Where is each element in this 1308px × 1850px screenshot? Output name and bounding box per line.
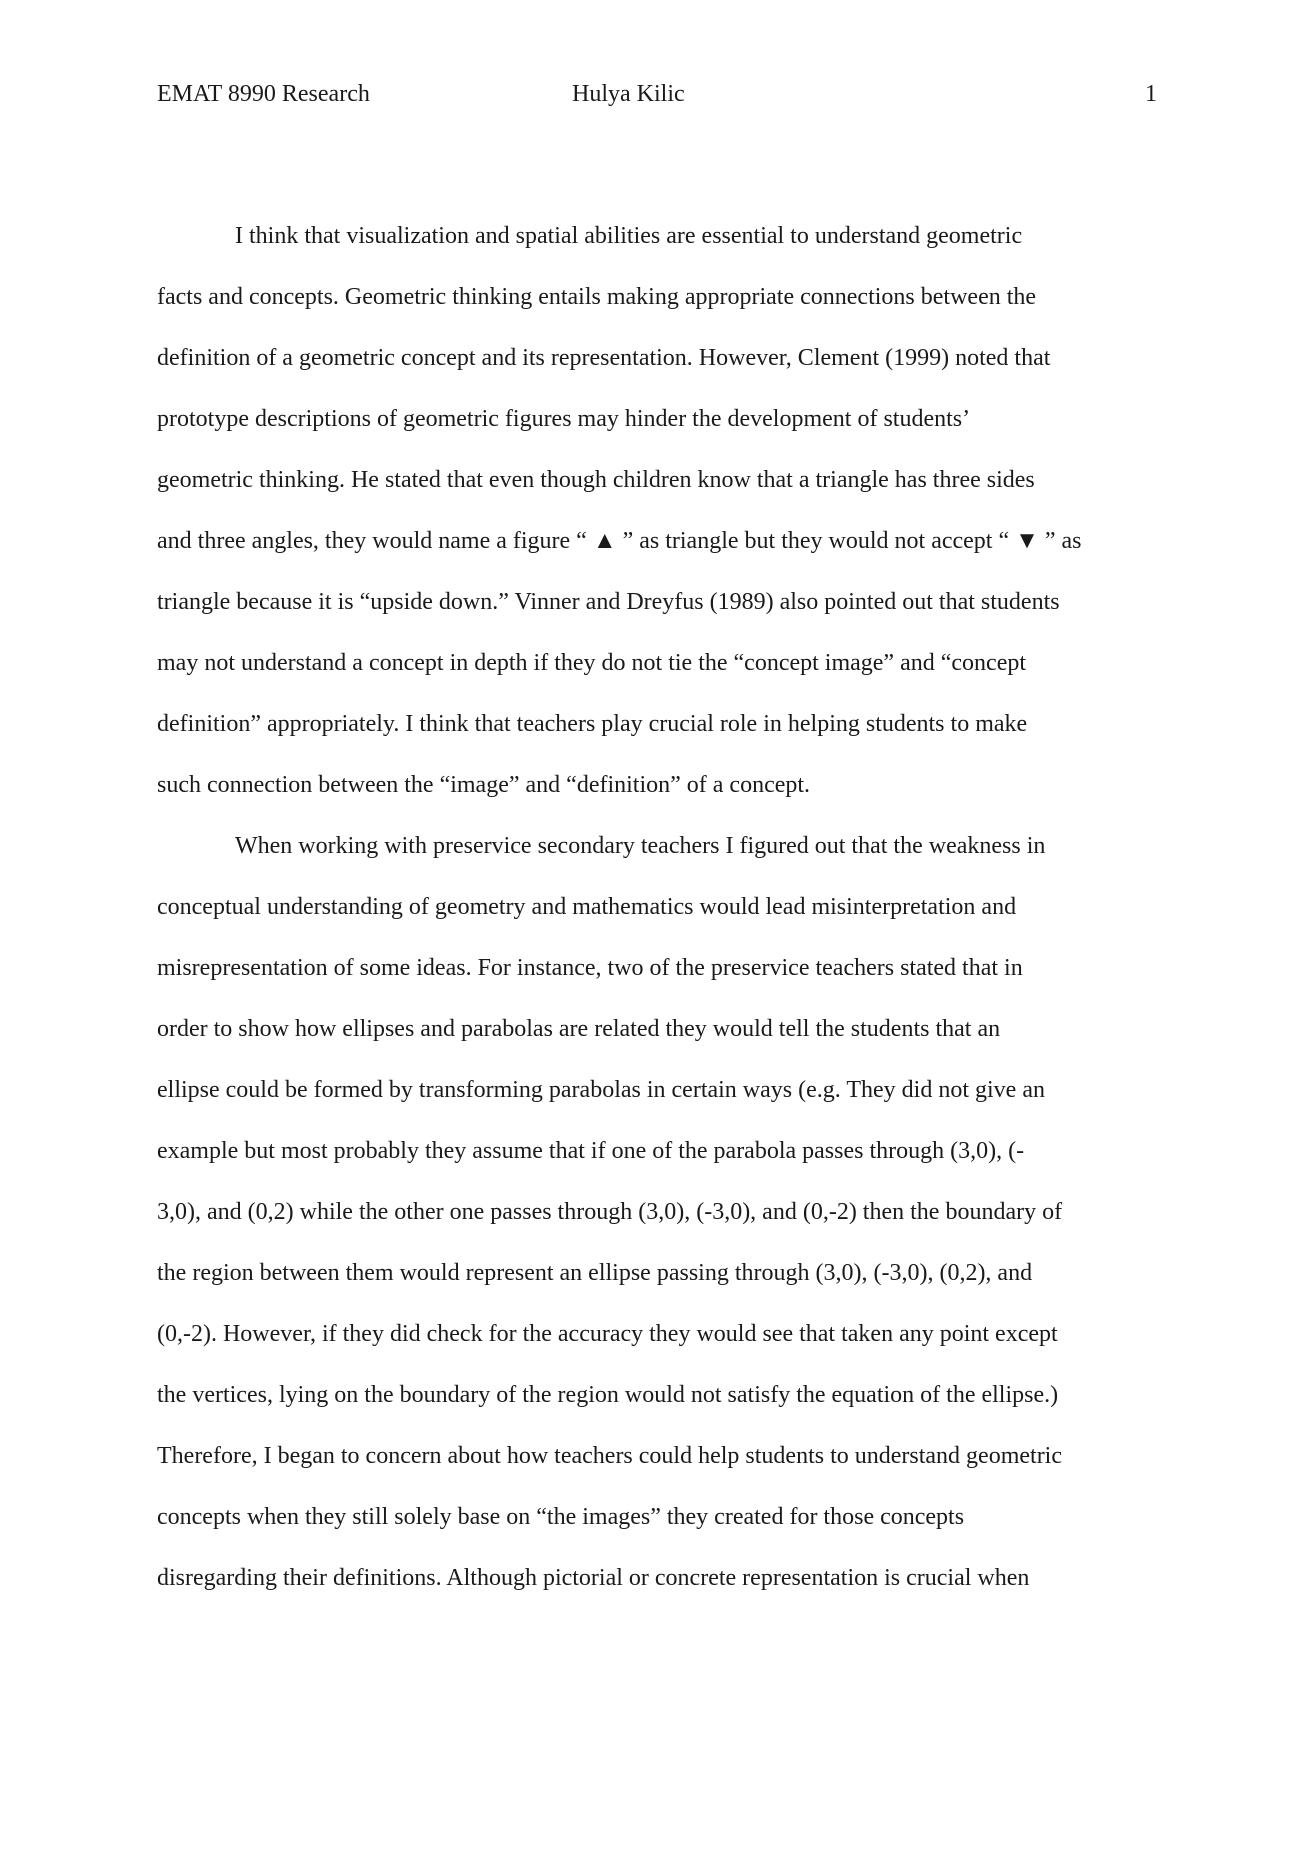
paragraph-2-line: the region between them would represent an ellipse passing through (3,0), (-3,0), (0,2), and [157,1260,1033,1286]
paragraph-2-line: When working with preservice secondary teachers I figured out that the weakness in [235,833,1046,859]
header-author: Hulya Kilic [572,81,685,107]
paragraph-1-line: may not understand a concept in depth if they do not tie the “concept image” and “concept [157,650,1027,676]
paragraph-1-line: geometric thinking. He stated that even though children know that a triangle has three sides [157,467,1035,493]
paragraph-1-line: definition” appropriately. I think that teachers play crucial role in helping students to make [157,711,1028,737]
paragraph-1-line: I think that visualization and spatial abilities are essential to understand geometric [235,223,1023,249]
paragraph-2-line: ellipse could be formed by transforming parabolas in certain ways (e.g. They did not give an [157,1077,1045,1103]
paragraph-1-line: prototype descriptions of geometric figures may hinder the development of students’ [157,406,971,432]
paragraph-2-line: Therefore, I began to concern about how teachers could help students to understand geometric [157,1443,1063,1469]
paragraph-2-line: concepts when they still solely base on “the images” they created for those concepts [157,1504,965,1530]
running-header [157,78,1157,110]
paragraph-2-line: 3,0), and (0,2) while the other one passes through (3,0), (-3,0), and (0,-2) then the boundary of [157,1199,1063,1225]
paragraph-2-line: disregarding their definitions. Although pictorial or concrete representation is crucial when [157,1565,1030,1591]
paragraph-2-line: conceptual understanding of geometry and mathematics would lead misinterpretation and [157,894,1017,920]
paragraph-1-line: such connection between the “image” and “definition” of a concept. [157,772,811,798]
paragraph-2-line: the vertices, lying on the boundary of the region would not satisfy the equation of the ellipse.) [157,1382,1059,1408]
paragraph-1-line: facts and concepts. Geometric thinking entails making appropriate connections between the [157,284,1037,310]
document-body [157,216,1167,1619]
paragraph-2-line: misrepresentation of some ideas. For instance, two of the preservice teachers stated that in [157,955,1023,981]
header-course: EMAT 8990 Research [157,81,370,107]
page-number: 1 [1145,81,1157,107]
paragraph-1-line: triangle because it is “upside down.” Vinner and Dreyfus (1989) also pointed out that students [157,589,1060,615]
paragraph-1-line: definition of a geometric concept and its representation. However, Clement (1999) noted that [157,345,1051,371]
paragraph-2-line: order to show how ellipses and parabolas are related they would tell the students that an [157,1016,1001,1042]
paragraph-2-line: (0,-2). However, if they did check for the accuracy they would see that taken any point except [157,1321,1058,1347]
paragraph-1-line: and three angles, they would name a figure “ ▲ ” as triangle but they would not accept “ ▼ ” as [157,528,1082,554]
paragraph-2-line: example but most probably they assume that if one of the parabola passes through (3,0), (- [157,1138,1025,1164]
